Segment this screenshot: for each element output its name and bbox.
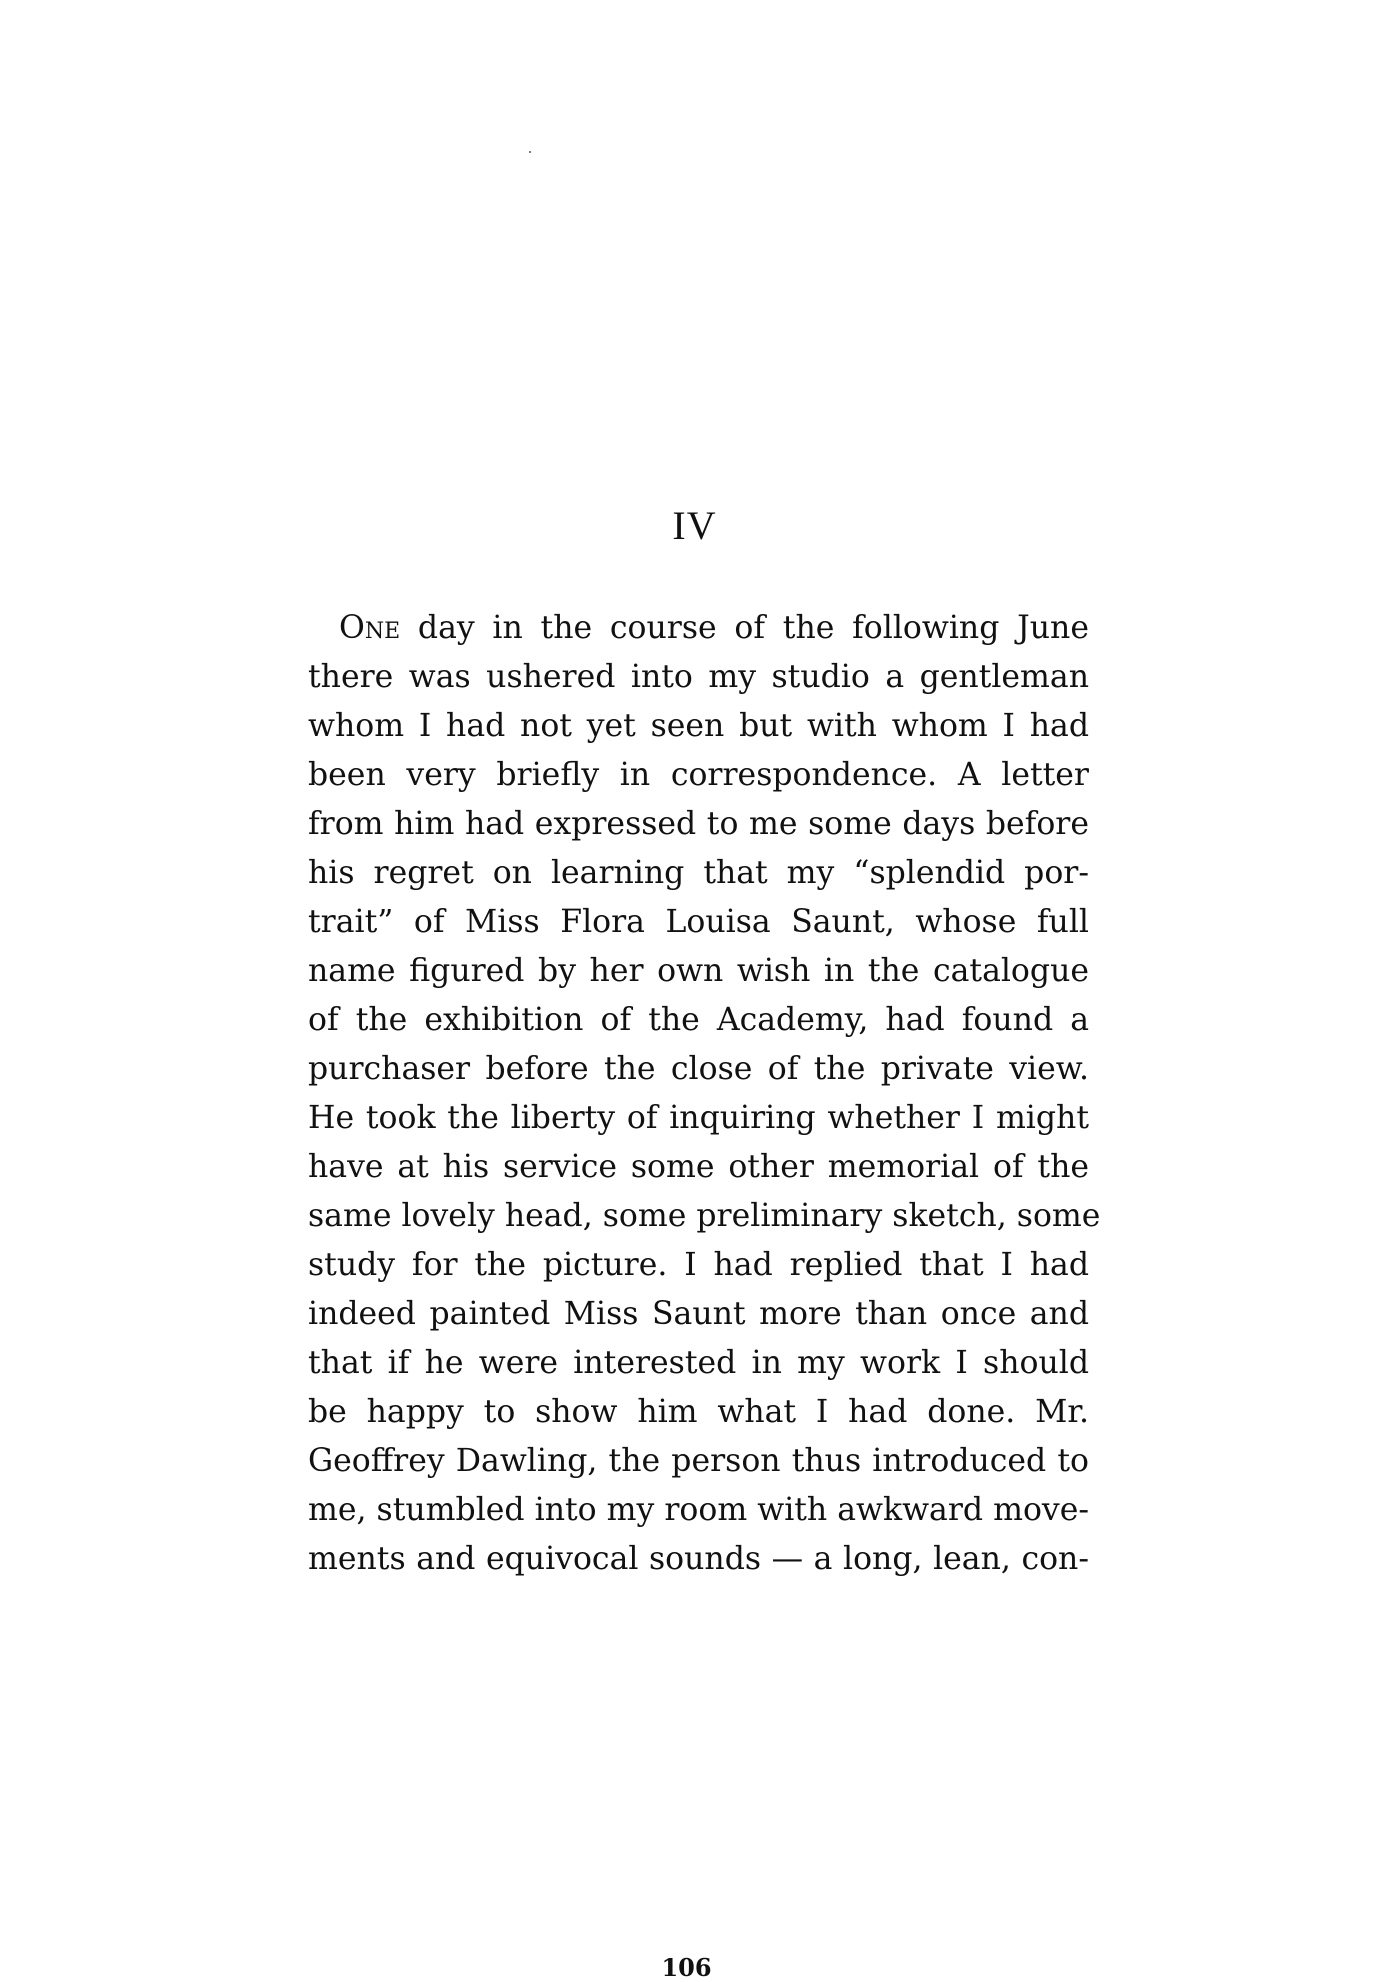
text-line: One day in the course of the following June [339, 610, 1089, 646]
text-line: trait” of Miss Flora Louisa Saunt, whose full [308, 904, 1089, 940]
text-line: ments and equivocal sounds — a long, lean, con- [308, 1541, 1089, 1577]
text-line: same lovely head, some preliminary sketch, some [308, 1198, 1101, 1234]
text-line: He took the liberty of inquiring whether I might [308, 1100, 1089, 1136]
text-line: his regret on learning that my “splendid por- [308, 855, 1089, 891]
text-line: have at his service some other memorial of the [308, 1149, 1089, 1185]
text-line: name figured by her own wish in the catalogue [308, 953, 1089, 989]
text-line: there was ushered into my studio a gentleman [308, 659, 1089, 695]
text-line: study for the picture. I had replied that I had [308, 1247, 1089, 1283]
text-line: Geoffrey Dawling, the person thus introduced to [308, 1443, 1089, 1479]
chapter-heading: IV [672, 503, 717, 548]
page-number: 106 [661, 1953, 712, 1982]
text-line: me, stumbled into my room with awkward move- [308, 1492, 1089, 1528]
ink-speck [529, 151, 531, 153]
text-line: whom I had not yet seen but with whom I had [308, 708, 1089, 744]
text-line: be happy to show him what I had done. Mr. [308, 1394, 1089, 1430]
text-line: been very briefly in correspondence. A letter [308, 757, 1089, 793]
text-line: from him had expressed to me some days before [308, 806, 1089, 842]
text-line: purchaser before the close of the private view. [308, 1051, 1089, 1087]
text-line: indeed painted Miss Saunt more than once and [308, 1296, 1089, 1332]
text-line: that if he were interested in my work I should [308, 1345, 1089, 1381]
first-word: One [339, 610, 401, 646]
body-text [308, 604, 1101, 1584]
text-line: of the exhibition of the Academy, had found a [308, 1002, 1089, 1038]
